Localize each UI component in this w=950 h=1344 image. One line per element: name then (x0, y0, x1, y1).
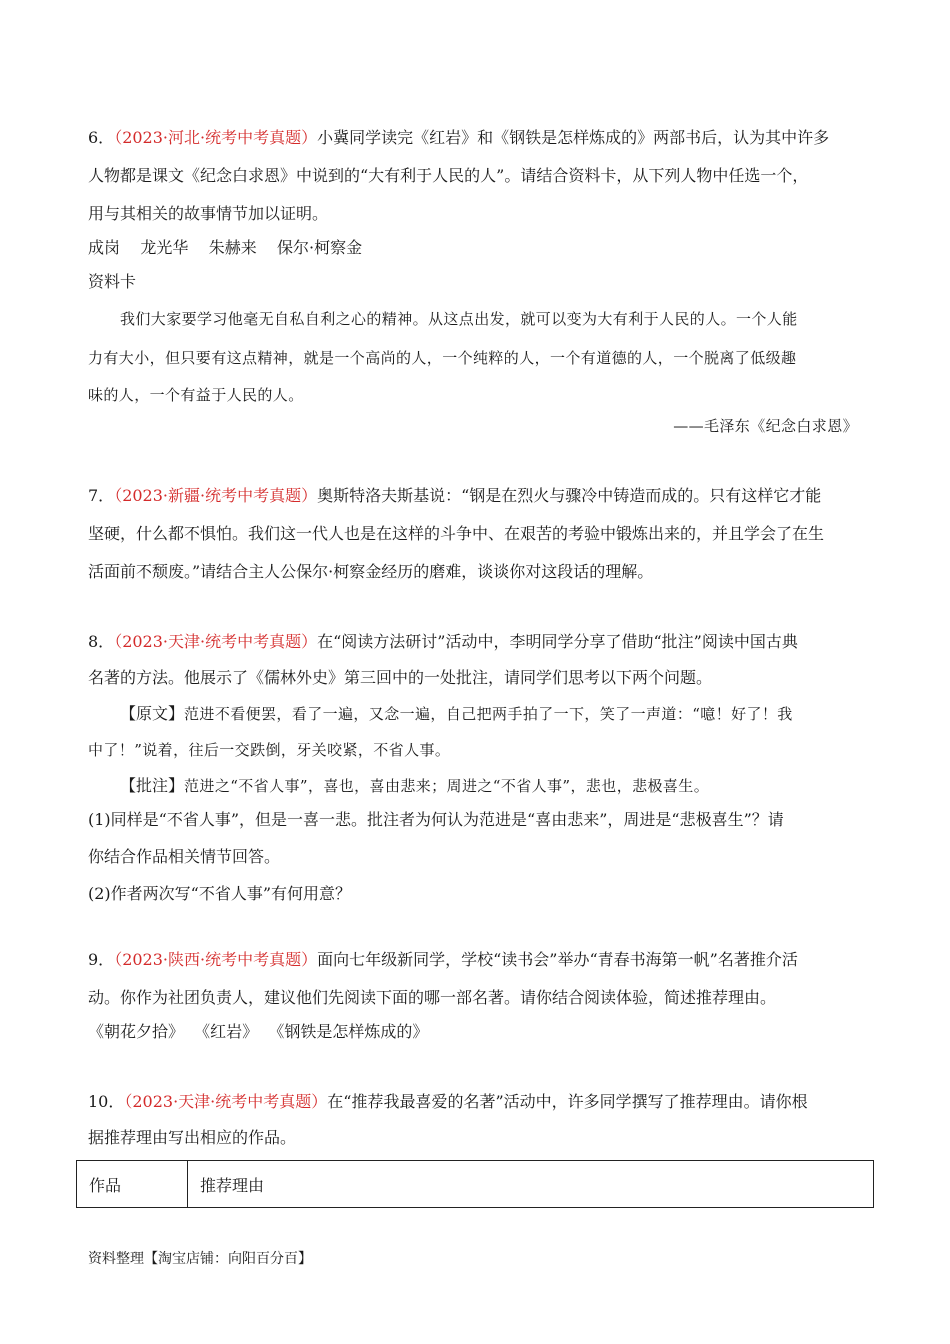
question-source: （2023·新疆·统考中考真题） (114, 486, 318, 505)
note-line (120, 776, 709, 796)
question-number: 7． (88, 486, 115, 505)
original-label: 【原文】 (120, 704, 185, 723)
sub-question-text: 你结合作品相关情节回答。 (88, 847, 281, 866)
question-source: （2023·河北·统考中考真题） (114, 128, 318, 147)
question-10-line-1 (88, 1092, 808, 1112)
question-number: 6． (88, 128, 115, 147)
question-source: （2023·陕西·统考中考真题） (114, 950, 318, 969)
question-text: 面向七年级新同学，学校“读书会”举办“青春书海第一帆”名著推介活 (317, 950, 798, 969)
book-options: 《朝花夕拾》 《红岩》 《钢铁是怎样炼成的》 (88, 1022, 429, 1041)
answer-table (76, 1160, 874, 1208)
material-card-label: 资料卡 (88, 272, 137, 291)
original-text: 中了！”说着，往后一交跌倒，牙关咬紧，不省人事。 (88, 741, 451, 759)
question-text: 名著的方法。他展示了《儒林外史》第三回中的一处批注，请同学们思考以下两个问题。 (88, 668, 713, 687)
question-text: 小冀同学读完《红岩》和《钢铁是怎样炼成的》两部书后，认为其中许多 (317, 128, 830, 147)
question-text: 活面前不颓废。”请结合主人公保尔·柯察金经历的磨难，谈谈你对这段话的理解。 (88, 562, 654, 581)
page-footer: 资料整理【淘宝店铺：向阳百分百】 (88, 1251, 312, 1267)
quote-attribution: ——毛泽东《纪念白求恩》 (673, 417, 858, 435)
question-number: 8． (88, 632, 115, 651)
original-text: 范进不看便罢，看了一遍，又念一遍，自己把两手拍了一下，笑了一声道：“噫！好了！我 (184, 705, 793, 723)
question-number: 10． (88, 1092, 125, 1111)
question-text: 在“阅读方法研讨”活动中，李明同学分享了借助“批注”阅读中国古典 (317, 632, 798, 651)
quote-text: 力有大小，但只要有这点精神，就是一个高尚的人，一个纯粹的人，一个有道德的人，一个脱离了低级趣 (88, 349, 797, 367)
quote-text: 味的人，一个有益于人民的人。 (88, 386, 304, 404)
quote-text: 我们大家要学习他毫无自私自利之心的精神。从这点出发，就可以变为大有利于人民的人。一个人能 (120, 310, 798, 328)
table-row (77, 1161, 874, 1208)
question-text: 据推荐理由写出相应的作品。 (88, 1128, 297, 1147)
question-8-line-1 (88, 632, 798, 652)
question-text: 奥斯特洛夫斯基说：“钢是在烈火与骤冷中铸造而成的。只有这样它才能 (317, 486, 822, 505)
question-source: （2023·天津·统考中考真题） (124, 1092, 328, 1111)
table-header-reason: 推荐理由 (188, 1161, 874, 1208)
note-label: 【批注】 (120, 776, 185, 795)
question-text: 人物都是课文《纪念白求恩》中说到的“大有利于人民的人”。请结合资料卡，从下列人物中任选一个， (88, 166, 809, 185)
question-source: （2023·天津·统考中考真题） (114, 632, 318, 651)
question-7-line-1 (88, 486, 821, 506)
question-text: 在“推荐我最喜爱的名著”活动中，许多同学撰写了推荐理由。请你根 (327, 1092, 808, 1111)
question-text: 动。你作为社团负责人，建议他们先阅读下面的哪一部名著。请你结合阅读体验，简述推荐理由。 (88, 988, 777, 1007)
table-header-work: 作品 (77, 1161, 188, 1208)
question-number: 9． (88, 950, 115, 969)
sub-question-text: (2)作者两次写“不省人事”有何用意？ (88, 884, 352, 903)
question-text: 用与其相关的故事情节加以证明。 (88, 204, 329, 223)
sub-question-text: (1)同样是“不省人事”，但是一喜一悲。批注者为何认为范进是“喜由悲来”，周进是“悲极喜生”？请 (88, 810, 784, 829)
question-6-line-1 (88, 128, 829, 148)
note-text: 范进之“不省人事”，喜也，喜由悲来；周进之“不省人事”，悲也，悲极喜生。 (184, 777, 710, 795)
question-9-line-1 (88, 950, 798, 970)
character-options: 成岗 龙光华 朱赫来 保尔·柯察金 (88, 238, 363, 257)
original-text-line-1 (120, 704, 793, 724)
question-text: 坚硬，什么都不惧怕。我们这一代人也是在这样的斗争中、在艰苦的考验中锻炼出来的，并且学会了在生 (88, 524, 825, 543)
